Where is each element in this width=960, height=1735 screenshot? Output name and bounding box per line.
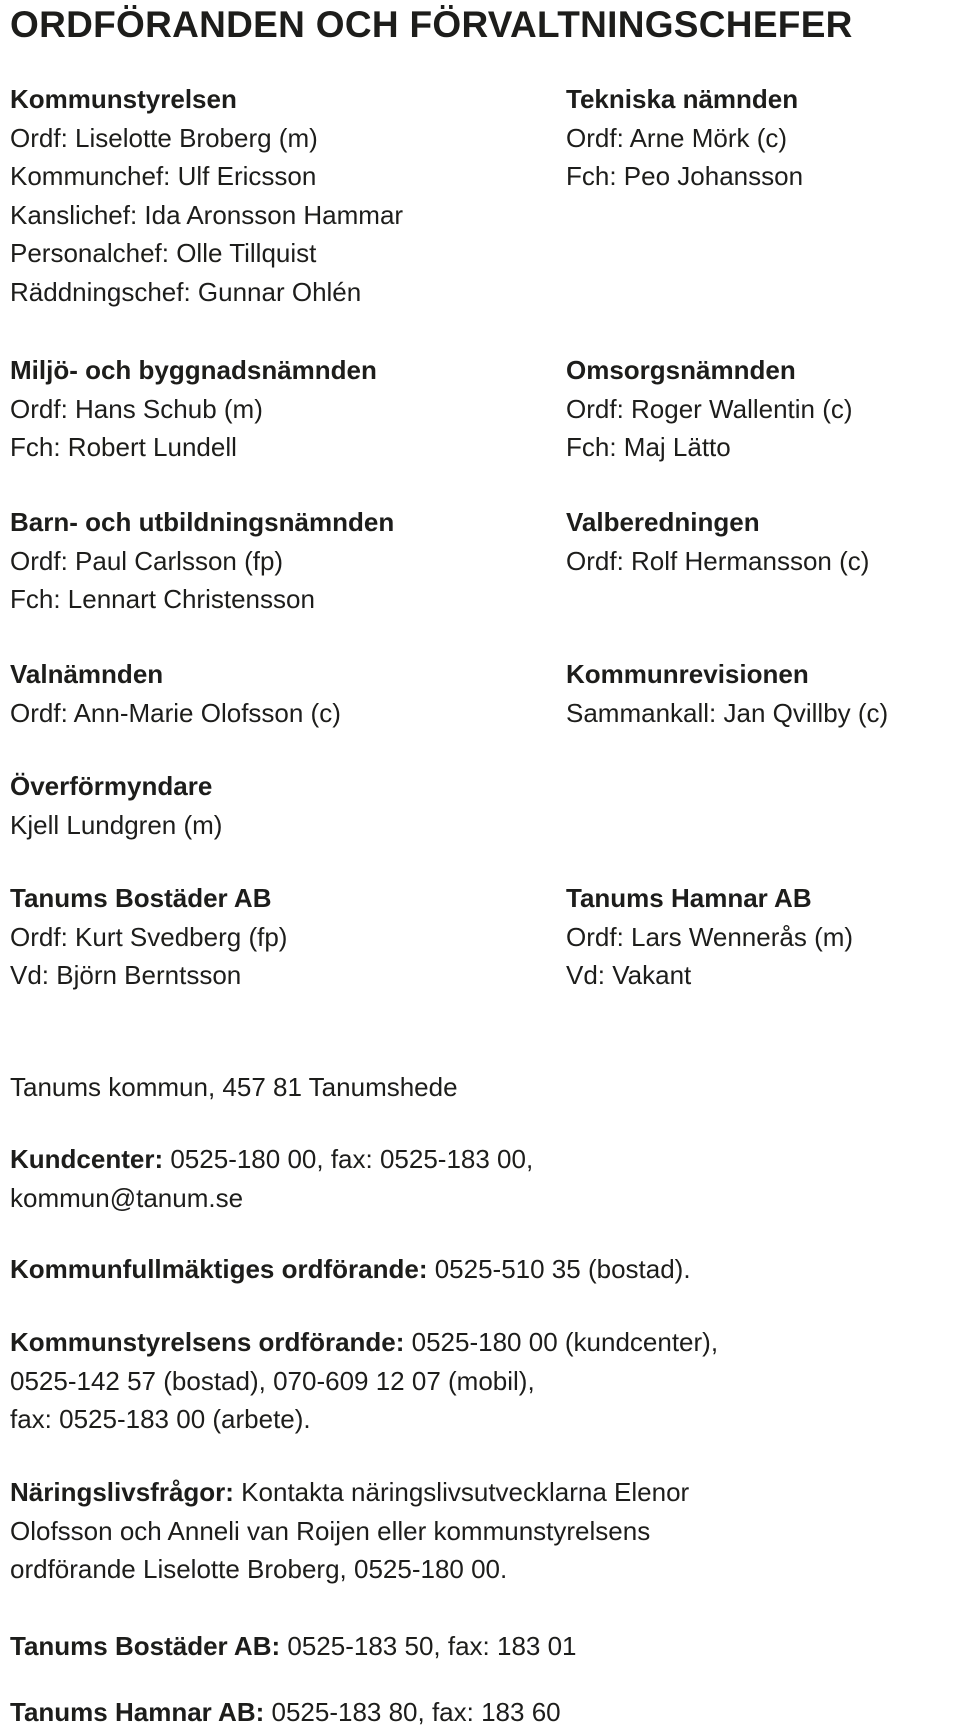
address <box>10 1068 458 1107</box>
block-heading: Valnämnden <box>10 659 164 689</box>
block-heading: Tanums Bostäder AB <box>10 883 272 913</box>
ks-ordforande-line: fax: 0525-183 00 (arbete). <box>10 1404 311 1434</box>
ks-ordforande-line: 0525-180 00 (kundcenter), <box>404 1327 719 1357</box>
naringsliv-line: ordförande Liselotte Broberg, 0525-180 00. <box>10 1554 508 1584</box>
kundcenter-phone: 0525-180 00, fax: 0525-183 00, <box>163 1144 534 1174</box>
block-heading: Omsorgsnämnden <box>566 355 796 385</box>
block-line: Fch: Robert Lundell <box>10 432 237 462</box>
block-line: Ordf: Lars Wennerås (m) <box>566 921 854 952</box>
hamnar-contact-label: Tanums Hamnar AB: <box>10 1697 265 1727</box>
kundcenter-label: Kundcenter: <box>10 1144 164 1174</box>
block-valnamnden <box>10 655 341 732</box>
block-line: Vd: Björn Berntsson <box>10 960 242 990</box>
block-line: Ordf: Arne Mörk (c) <box>566 122 788 153</box>
fullmaktige-label: Kommunfullmäktiges ordförande: <box>10 1254 428 1284</box>
block-line: Ordf: Kurt Svedberg (fp) <box>10 921 288 952</box>
block-line: Ordf: Liselotte Broberg (m) <box>10 122 318 153</box>
block-heading: Tekniska nämnden <box>566 84 799 114</box>
block-line: Vd: Vakant <box>566 960 692 990</box>
bostader-contact-label: Tanums Bostäder AB: <box>10 1631 281 1661</box>
address-text: Tanums kommun, 457 81 Tanumshede <box>10 1072 458 1102</box>
block-tekniska <box>566 80 803 196</box>
ks-ordforande-label: Kommunstyrelsens ordförande: <box>10 1327 405 1357</box>
hamnar-contact-phone: 0525-183 80, fax: 183 60 <box>264 1697 561 1727</box>
bostader-contact <box>10 1627 577 1666</box>
block-line: Kommunchef: Ulf Ericsson <box>10 161 317 191</box>
fullmaktige-phone: 0525-510 35 (bostad). <box>427 1254 691 1284</box>
block-line: Ordf: Roger Wallentin (c) <box>566 393 853 424</box>
block-heading: Valberedningen <box>566 507 760 537</box>
fullmaktige-info <box>10 1250 691 1289</box>
block-line: Sammankall: Jan Qvillby (c) <box>566 697 889 728</box>
block-line: Personalchef: Olle Tillquist <box>10 238 317 268</box>
hamnar-contact <box>10 1693 561 1732</box>
block-line: Fch: Peo Johansson <box>566 161 804 191</box>
block-heading: Överförmyndare <box>10 771 213 801</box>
block-miljo <box>10 351 377 467</box>
bostader-contact-phone: 0525-183 50, fax: 183 01 <box>280 1631 577 1661</box>
naringsliv-info <box>10 1473 689 1589</box>
naringsliv-line: Kontakta näringslivsutvecklarna Elenor <box>233 1477 690 1507</box>
block-heading: Kommunrevisionen <box>566 659 809 689</box>
block-kommunstyrelsen <box>10 80 403 311</box>
page-title: ORDFÖRANDEN OCH FÖRVALTNINGSCHEFER <box>10 4 853 45</box>
block-barn <box>10 503 394 619</box>
block-line: Räddningschef: Gunnar Ohlén <box>10 276 362 307</box>
block-heading: Barn- och utbildningsnämnden <box>10 507 395 537</box>
block-overformyndare <box>10 767 222 844</box>
block-line: Fch: Maj Lätto <box>566 432 731 462</box>
block-line: Fch: Lennart Christensson <box>10 584 315 614</box>
block-line: Ordf: Ann-Marie Olofsson (c) <box>10 697 341 728</box>
block-hamnar <box>566 879 853 995</box>
block-revisionen <box>566 655 888 732</box>
ks-ordforande-line: 0525-142 57 (bostad), 070-609 12 07 (mobil), <box>10 1365 535 1396</box>
block-heading: Miljö- och byggnadsnämnden <box>10 355 377 385</box>
block-line: Ordf: Rolf Hermansson (c) <box>566 545 870 576</box>
block-line: Ordf: Paul Carlsson (fp) <box>10 545 284 576</box>
block-bostader <box>10 879 287 995</box>
naringsliv-label: Näringslivsfrågor: <box>10 1477 234 1507</box>
kundcenter-email[interactable]: kommun@tanum.se <box>10 1182 244 1213</box>
naringsliv-line: Olofsson och Anneli van Roijen eller kommunstyrelsens <box>10 1515 651 1546</box>
block-heading: Kommunstyrelsen <box>10 84 237 114</box>
ks-ordforande-info <box>10 1323 718 1439</box>
kundcenter-info <box>10 1140 533 1217</box>
block-line: Kjell Lundgren (m) <box>10 809 223 840</box>
block-line: Kanslichef: Ida Aronsson Hammar <box>10 199 404 230</box>
block-valberedningen <box>566 503 869 580</box>
block-heading: Tanums Hamnar AB <box>566 883 812 913</box>
block-line: Ordf: Hans Schub (m) <box>10 393 263 424</box>
block-omsorg <box>566 351 853 467</box>
